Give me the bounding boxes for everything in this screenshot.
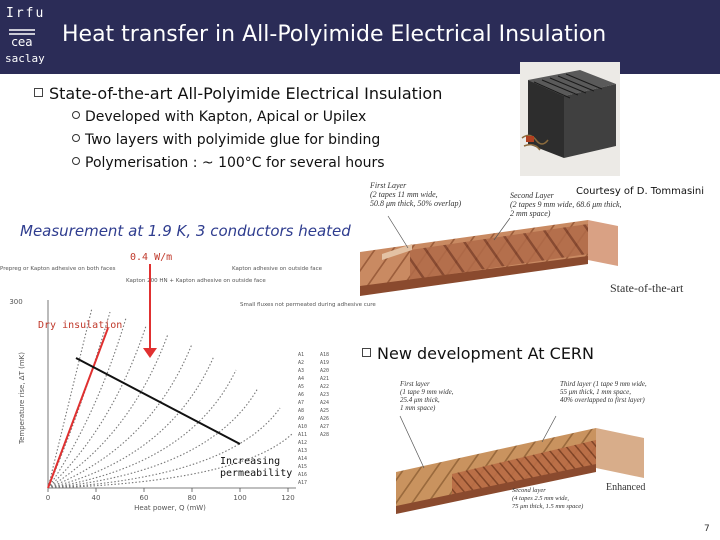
legend-id: A14 <box>298 456 308 462</box>
legend-id: A7 <box>298 400 305 406</box>
legend-id: A17 <box>298 480 308 486</box>
legend-id: A12 <box>298 440 308 446</box>
legend-id: A28 <box>320 432 330 438</box>
x-tick: 80 <box>187 494 197 502</box>
measurement-caption: Measurement at 1.9 K, 3 conductors heated <box>20 222 351 240</box>
legend-id: A2 <box>298 360 305 366</box>
second-layer-label: Second Layer (2 tapes 9 mm wide, 68.6 μm thick, 2 mm space) <box>510 191 622 218</box>
plot-note-right: Small fluxes not permeated during adhesive cure <box>240 302 376 308</box>
y-axis-label: Temperature rise, ΔT (mK) <box>18 352 26 444</box>
first-layer-label-enhanced: First layer (1 tape 9 mm wide, 25.4 μm thick, 1 mm space) <box>400 380 454 412</box>
bullet-state-of-art <box>34 84 442 103</box>
slide-title: Heat transfer in All-Polyimide Electrical Insulation <box>62 22 607 47</box>
page-number: 7 <box>704 524 710 534</box>
square-bullet-icon <box>362 348 371 357</box>
legend-id: A18 <box>320 352 330 358</box>
legend-id: A16 <box>298 472 308 478</box>
sub-bullet <box>72 109 366 125</box>
legend-id: A4 <box>298 376 305 382</box>
conductor-photo <box>520 62 620 176</box>
enhanced-caption: Enhanced <box>606 482 646 493</box>
bullet-main-text: State-of-the-art All-Polyimide Electrical Insulation <box>49 84 443 103</box>
cea-logo-icon <box>7 26 37 48</box>
legend-id: A6 <box>298 392 305 398</box>
legend-id: A23 <box>320 392 330 398</box>
x-tick: 40 <box>91 494 101 502</box>
legend-id: A3 <box>298 368 305 374</box>
x-tick: 0 <box>45 494 51 502</box>
power-label: 0.4 W/m <box>130 252 173 263</box>
third-layer-label: Third layer (1 tape 9 mm wide, 55 μm thick, 1 mm space, 40% overlapped to first layer) <box>560 380 647 404</box>
first-layer-label: First Layer (2 tapes 11 mm wide, 50.8 μm thick, 50% overlap) <box>370 181 462 208</box>
circle-bullet-icon <box>72 111 80 119</box>
enhanced-diagram <box>356 376 716 516</box>
y-tick: 300 <box>9 298 23 306</box>
x-tick: 60 <box>139 494 149 502</box>
x-axis-label: Heat power, Q (mW) <box>134 504 206 512</box>
sub-bullet-text: Developed with Kapton, Apical or Upilex <box>85 109 367 125</box>
legend-id: A20 <box>320 368 330 374</box>
legend-id: A21 <box>320 376 330 382</box>
legend-id: A22 <box>320 384 330 390</box>
x-tick: 120 <box>281 494 295 502</box>
courtesy-credit: Courtesy of D. Tommasini <box>576 186 705 197</box>
circle-bullet-icon <box>72 157 80 165</box>
plot-header-left: Prepreg or Kapton adhesive on both faces <box>0 266 116 272</box>
logo-saclay-text: saclay <box>5 52 45 65</box>
square-bullet-icon <box>34 88 43 97</box>
sub-bullet <box>72 155 385 171</box>
legend-id: A8 <box>298 408 305 414</box>
legend-id: A25 <box>320 408 330 414</box>
legend-id: A11 <box>298 432 308 438</box>
legend-id: A5 <box>298 384 305 390</box>
plot-header-right: Kapton adhesive on outside face <box>232 266 322 272</box>
sub-bullet-text: Polymerisation : ~ 100°C for several hours <box>85 155 385 171</box>
irfu-logo <box>3 4 46 70</box>
legend-id: A24 <box>320 400 330 406</box>
legend-id: A15 <box>298 464 308 470</box>
circle-bullet-icon <box>72 134 80 142</box>
dry-insulation-label: Dry insulation <box>38 320 123 331</box>
plot-header-mid: Kapton 200 HN + Kapton adhesive on outside face <box>126 278 266 284</box>
legend-id: A9 <box>298 416 305 422</box>
second-layer-label-enhanced: Second layer (4 tapes 2.5 mm wide, 75 μm thick, 1.5 mm space) <box>512 487 584 510</box>
state-of-art-caption: State-of-the-art <box>610 281 684 295</box>
legend-id: A10 <box>298 424 308 430</box>
legend-id: A27 <box>320 424 330 430</box>
sub-bullet <box>72 132 380 148</box>
legend-id: A19 <box>320 360 330 366</box>
legend-id: A26 <box>320 416 330 422</box>
increasing-permeability-label: Increasing permeability <box>220 456 293 479</box>
bullet-new-text: New development At CERN <box>377 344 595 363</box>
logo-irfu-text: Irfu <box>6 6 46 21</box>
bullet-new-development <box>362 344 594 363</box>
x-tick: 100 <box>233 494 247 502</box>
legend-id: A1 <box>298 352 305 358</box>
sub-bullet-text: Two layers with polyimide glue for binding <box>85 132 381 148</box>
legend-id: A13 <box>298 448 308 454</box>
logo-cea-text: cea <box>11 35 33 49</box>
state-of-art-diagram <box>352 178 714 300</box>
